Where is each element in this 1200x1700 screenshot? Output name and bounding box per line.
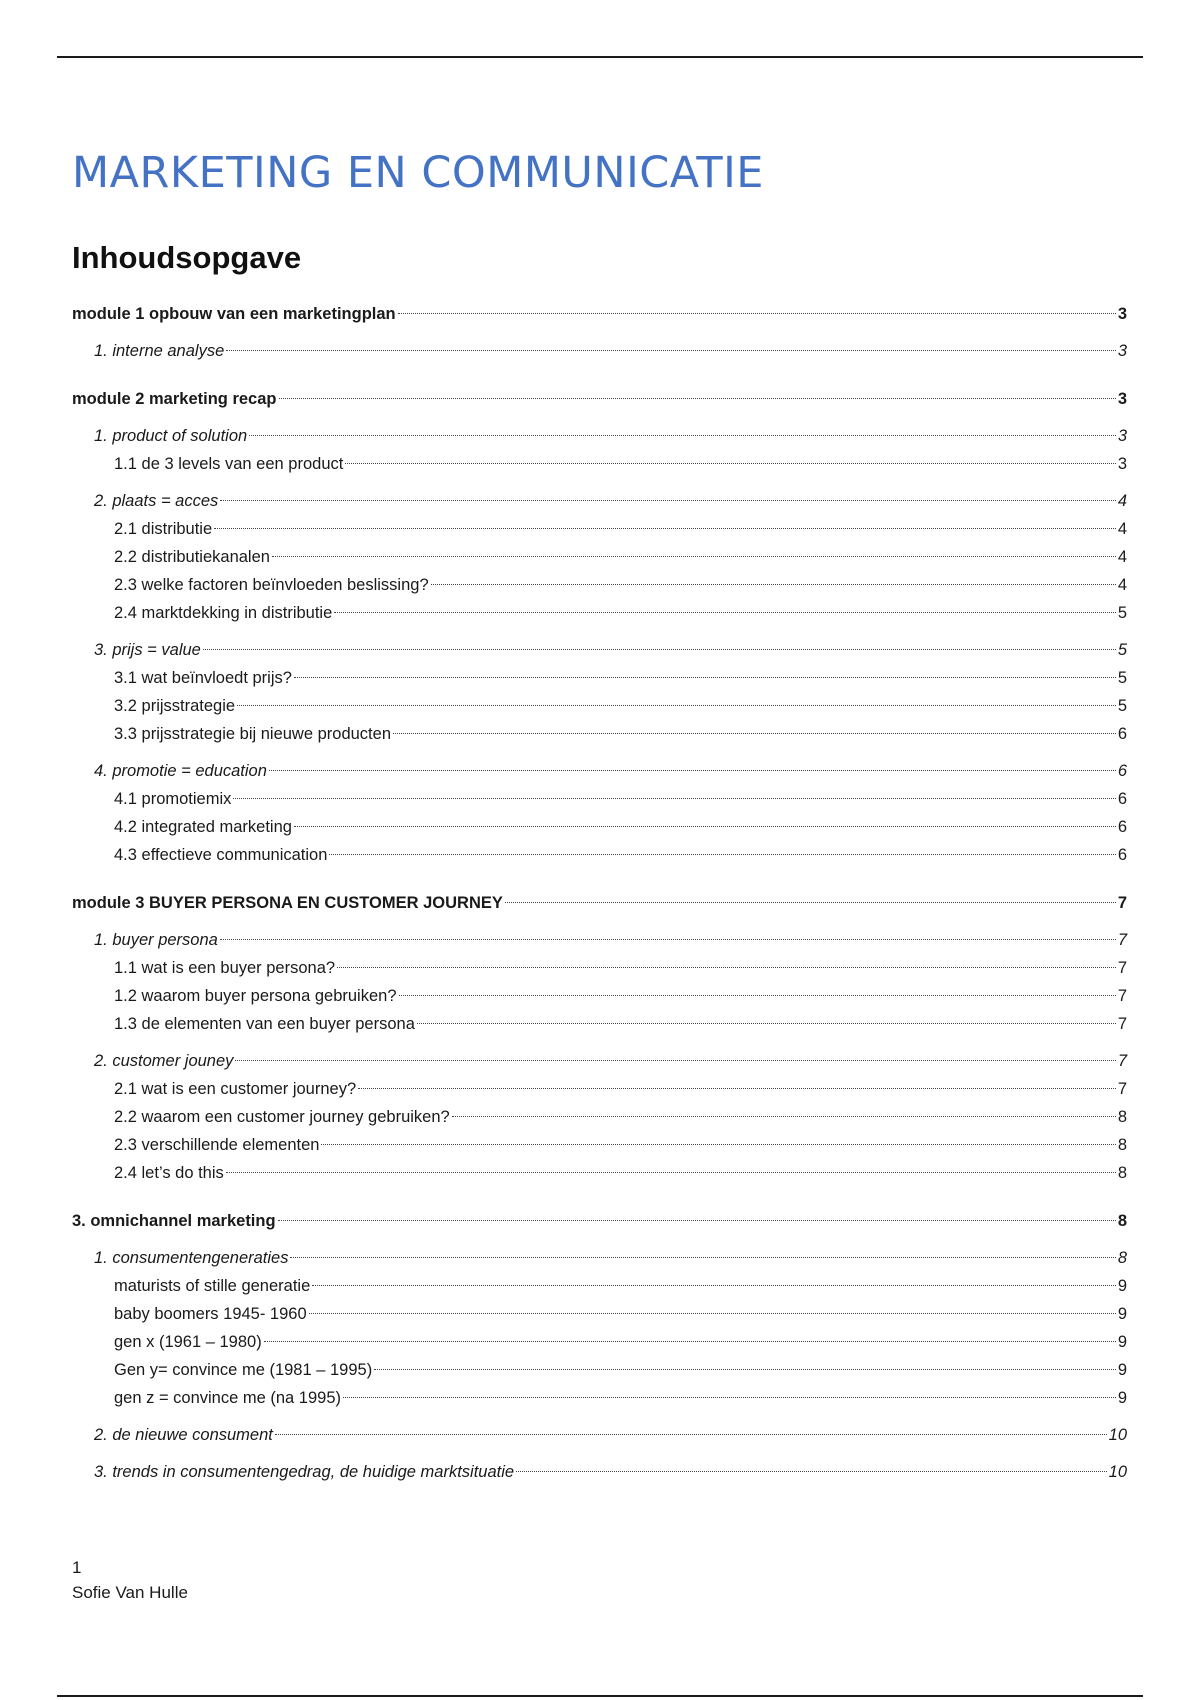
toc-entry-label: 1.1 wat is een buyer persona? xyxy=(114,959,336,977)
toc-entry-page: 9 xyxy=(1117,1389,1127,1407)
page-number: 1 xyxy=(72,1558,82,1577)
toc-entry-page: 4 xyxy=(1117,492,1127,510)
toc-leader-dots xyxy=(337,967,1116,968)
toc-leader-dots xyxy=(399,995,1116,996)
toc-entry[interactable] xyxy=(72,1272,1127,1300)
toc-entry-label: 2.3 welke factoren beïnvloeden beslissing? xyxy=(114,576,429,594)
toc-entry-label: gen z = convince me (na 1995) xyxy=(114,1389,342,1407)
toc-leader-dots xyxy=(417,1023,1116,1024)
toc-entry-page: 10 xyxy=(1108,1426,1127,1444)
toc-entry[interactable] xyxy=(72,1244,1127,1272)
toc-leader-dots xyxy=(237,705,1116,706)
toc-leader-dots xyxy=(233,798,1115,799)
toc-leader-dots xyxy=(272,556,1116,557)
toc-entry[interactable] xyxy=(72,954,1127,982)
toc-entry-page: 3 xyxy=(1117,427,1127,445)
toc-leader-dots xyxy=(290,1257,1115,1258)
toc-entry-label: 1.1 de 3 levels van een product xyxy=(114,455,344,473)
toc-entry-label: 3. trends in consumentengedrag, de huidige marktsituatie xyxy=(94,1463,515,1481)
toc-entry-label: 2. de nieuwe consument xyxy=(94,1426,273,1444)
toc-leader-dots xyxy=(343,1397,1116,1398)
toc-leader-dots xyxy=(279,398,1116,399)
toc-entry-label: 3.3 prijsstrategie bij nieuwe producten xyxy=(114,725,391,743)
toc-entry-label: 2. plaats = acces xyxy=(94,492,219,510)
toc-entry[interactable] xyxy=(72,515,1127,543)
toc-entry-page: 7 xyxy=(1117,959,1127,977)
toc-entry[interactable] xyxy=(72,300,1127,328)
toc-entry-page: 6 xyxy=(1117,818,1127,836)
toc-entry-page: 9 xyxy=(1117,1277,1127,1295)
toc-entry-page: 7 xyxy=(1117,894,1127,912)
toc-leader-dots xyxy=(374,1369,1116,1370)
toc-entry-label: 4.1 promotiemix xyxy=(114,790,232,808)
toc-entry[interactable] xyxy=(72,926,1127,954)
toc-entry[interactable] xyxy=(72,1328,1127,1356)
toc-entry-label: 3. omnichannel marketing xyxy=(72,1212,276,1230)
toc-entry[interactable] xyxy=(72,422,1127,450)
toc-leader-dots xyxy=(278,1220,1116,1221)
toc-entry[interactable] xyxy=(72,1458,1127,1486)
toc-entry-page: 3 xyxy=(1117,390,1127,408)
toc-leader-dots xyxy=(220,939,1116,940)
toc-entry-label: 4.2 integrated marketing xyxy=(114,818,292,836)
toc-entry-page: 9 xyxy=(1117,1305,1127,1323)
toc-entry-page: 7 xyxy=(1117,1080,1127,1098)
toc-entry-label: 3.2 prijsstrategie xyxy=(114,697,236,715)
toc-entry-page: 7 xyxy=(1117,931,1127,949)
author-name: Sofie Van Hulle xyxy=(72,1583,188,1602)
toc-entry[interactable] xyxy=(72,889,1127,917)
toc-entry-page: 3 xyxy=(1117,455,1127,473)
toc-entry-label: 2.2 distributiekanalen xyxy=(114,548,270,566)
toc-entry[interactable] xyxy=(72,487,1127,515)
toc-leader-dots xyxy=(345,463,1115,464)
toc-entry-page: 4 xyxy=(1117,548,1127,566)
toc-leader-dots xyxy=(516,1471,1107,1472)
toc-entry-label: module 2 marketing recap xyxy=(72,390,277,408)
toc-entry-page: 5 xyxy=(1117,604,1127,622)
toc-entry-page: 5 xyxy=(1117,697,1127,715)
toc-entry[interactable] xyxy=(72,1207,1127,1235)
toc-leader-dots xyxy=(275,1434,1107,1435)
toc-entry-label: 1.2 waarom buyer persona gebruiken? xyxy=(114,987,397,1005)
toc-entry[interactable] xyxy=(72,1103,1127,1131)
toc-leader-dots xyxy=(358,1088,1116,1089)
toc-leader-dots xyxy=(249,435,1116,436)
toc-leader-dots xyxy=(309,1313,1116,1314)
toc-leader-dots xyxy=(505,902,1116,903)
toc-entry-page: 6 xyxy=(1117,725,1127,743)
toc-leader-dots xyxy=(269,770,1116,771)
toc-entry[interactable] xyxy=(72,1131,1127,1159)
toc-entry[interactable] xyxy=(72,599,1127,627)
toc-leader-dots xyxy=(398,313,1116,314)
toc-entry[interactable] xyxy=(72,841,1127,869)
toc-entry-label: maturists of stille generatie xyxy=(114,1277,311,1295)
document-title: MARKETING EN COMMUNICATIE xyxy=(72,148,764,198)
toc-entry-label: 2.2 waarom een customer journey gebruiken? xyxy=(114,1108,450,1126)
toc-leader-dots xyxy=(294,677,1116,678)
toc-entry[interactable] xyxy=(72,571,1127,599)
toc-entry-page: 9 xyxy=(1117,1361,1127,1379)
toc-entry-label: 4.3 effectieve communication xyxy=(114,846,328,864)
toc-entry-page: 3 xyxy=(1117,305,1127,323)
toc-entry[interactable] xyxy=(72,757,1127,785)
toc-entry-label: 1. consumentengeneraties xyxy=(94,1249,289,1267)
toc-entry[interactable] xyxy=(72,1384,1127,1412)
toc-entry-page: 10 xyxy=(1108,1463,1127,1481)
toc-heading: Inhoudsopgave xyxy=(72,240,302,275)
toc-leader-dots xyxy=(334,612,1116,613)
toc-leader-dots xyxy=(220,500,1116,501)
toc-leader-dots xyxy=(226,1172,1116,1173)
toc-entry-page: 5 xyxy=(1117,669,1127,687)
toc-leader-dots xyxy=(312,1285,1116,1286)
toc-leader-dots xyxy=(235,1060,1115,1061)
toc-entry[interactable] xyxy=(72,385,1127,413)
toc-entry[interactable] xyxy=(72,1356,1127,1384)
toc-leader-dots xyxy=(321,1144,1115,1145)
toc-entry-page: 4 xyxy=(1117,576,1127,594)
toc-leader-dots xyxy=(264,1341,1116,1342)
toc-leader-dots xyxy=(214,528,1116,529)
toc-entry-page: 3 xyxy=(1117,342,1127,360)
toc-entry[interactable] xyxy=(72,1159,1127,1187)
toc-entry-label: 1. interne analyse xyxy=(94,342,225,360)
toc-entry-label: 2.1 wat is een customer journey? xyxy=(114,1080,357,1098)
toc-entry[interactable] xyxy=(72,720,1127,748)
toc-leader-dots xyxy=(452,1116,1116,1117)
toc-entry-label: module 1 opbouw van een marketingplan xyxy=(72,305,396,323)
toc-entry-page: 6 xyxy=(1117,790,1127,808)
toc-entry[interactable] xyxy=(72,692,1127,720)
toc-entry-label: 1.3 de elementen van een buyer persona xyxy=(114,1015,415,1033)
toc-entry-page: 4 xyxy=(1117,520,1127,538)
toc-leader-dots xyxy=(203,649,1116,650)
toc-entry-page: 8 xyxy=(1117,1249,1127,1267)
toc-entry-page: 8 xyxy=(1117,1212,1127,1230)
table-of-contents xyxy=(72,300,1127,1486)
toc-entry[interactable] xyxy=(72,636,1127,664)
toc-entry-label: 2.4 marktdekking in distributie xyxy=(114,604,333,622)
toc-entry-label: 3. prijs = value xyxy=(94,641,201,659)
toc-entry-page: 7 xyxy=(1117,987,1127,1005)
toc-leader-dots xyxy=(226,350,1116,351)
toc-entry-page: 6 xyxy=(1117,846,1127,864)
toc-entry-label: 1. product of solution xyxy=(94,427,248,445)
toc-entry-page: 6 xyxy=(1117,762,1127,780)
toc-entry-label: gen x (1961 – 1980) xyxy=(114,1333,262,1351)
toc-entry-page: 8 xyxy=(1117,1136,1127,1154)
toc-leader-dots xyxy=(393,733,1116,734)
toc-entry[interactable] xyxy=(72,1047,1127,1075)
toc-entry-page: 9 xyxy=(1117,1333,1127,1351)
footer-rule xyxy=(57,1695,1143,1697)
toc-entry-page: 8 xyxy=(1117,1108,1127,1126)
toc-entry-label: 2.1 distributie xyxy=(114,520,213,538)
toc-entry-page: 5 xyxy=(1117,641,1127,659)
toc-entry-label: Gen y= convince me (1981 – 1995) xyxy=(114,1361,373,1379)
toc-entry[interactable] xyxy=(72,1010,1127,1038)
toc-entry-label: 3.1 wat beïnvloedt prijs? xyxy=(114,669,292,687)
header-rule xyxy=(57,56,1143,58)
toc-entry-label: 2.3 verschillende elementen xyxy=(114,1136,320,1154)
toc-entry[interactable] xyxy=(72,664,1127,692)
toc-entry[interactable] xyxy=(72,1075,1127,1103)
toc-entry-page: 7 xyxy=(1117,1052,1127,1070)
toc-entry-label: baby boomers 1945- 1960 xyxy=(114,1305,307,1323)
toc-entry-label: 1. buyer persona xyxy=(94,931,218,949)
toc-entry[interactable] xyxy=(72,543,1127,571)
toc-entry-label: 2.4 let’s do this xyxy=(114,1164,224,1182)
toc-leader-dots xyxy=(431,584,1116,585)
toc-entry-label: 4. promotie = education xyxy=(94,762,267,780)
toc-entry[interactable] xyxy=(72,450,1127,478)
toc-entry-label: module 3 BUYER PERSONA EN CUSTOMER JOURNEY xyxy=(72,894,503,912)
toc-entry[interactable] xyxy=(72,1300,1127,1328)
toc-leader-dots xyxy=(329,854,1115,855)
toc-entry-page: 8 xyxy=(1117,1164,1127,1182)
toc-leader-dots xyxy=(294,826,1116,827)
toc-entry-label: 2. customer jouney xyxy=(94,1052,234,1070)
page-footer xyxy=(72,1555,188,1605)
toc-entry[interactable] xyxy=(72,785,1127,813)
toc-entry[interactable] xyxy=(72,982,1127,1010)
toc-entry[interactable] xyxy=(72,337,1127,365)
toc-entry[interactable] xyxy=(72,1421,1127,1449)
toc-entry[interactable] xyxy=(72,813,1127,841)
toc-entry-page: 7 xyxy=(1117,1015,1127,1033)
